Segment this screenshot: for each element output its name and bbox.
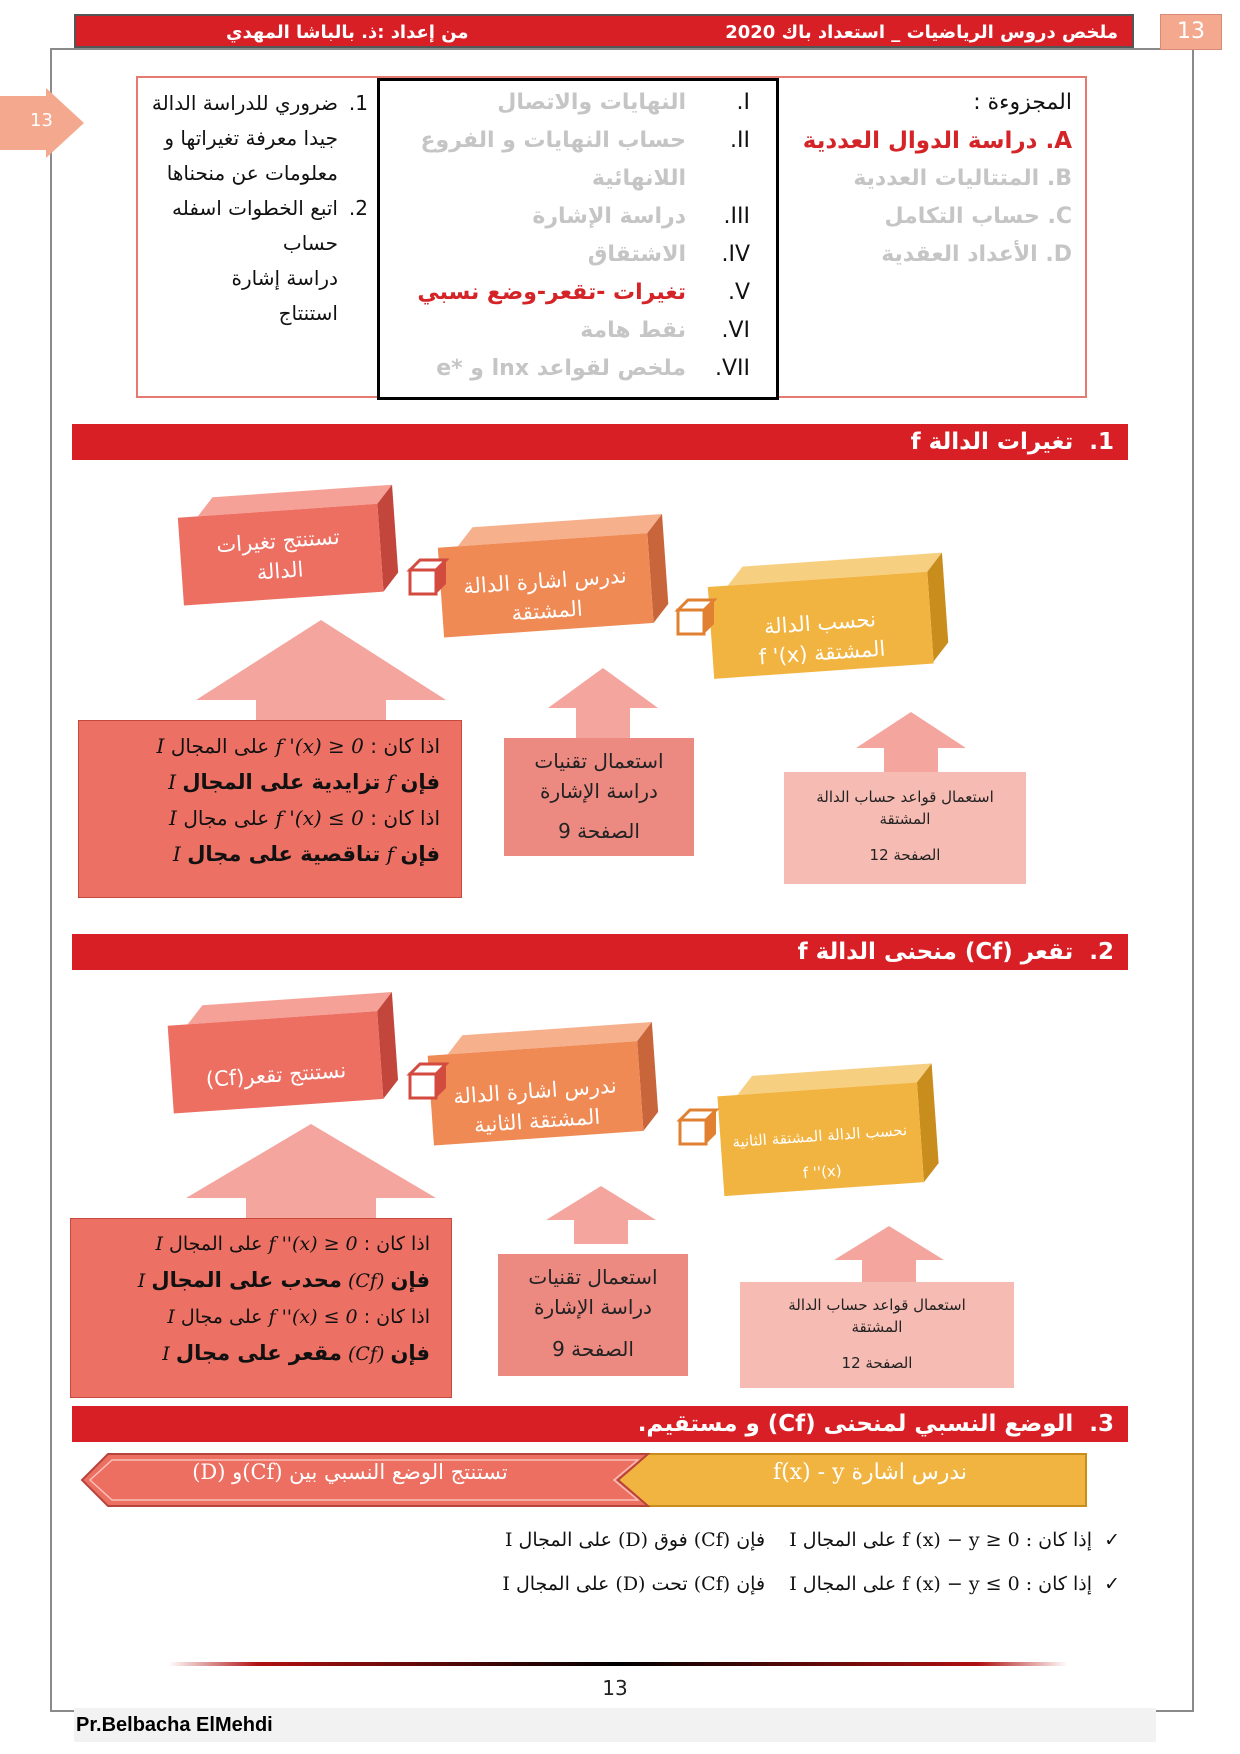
step-label-conclude: تستنتج تغيرات الدالة	[215, 524, 341, 585]
side-tab-number: 13	[30, 110, 53, 131]
sign-technique-note-2: استعمال تقنيات دراسة الإشارة الصفحة 9	[498, 1254, 688, 1376]
section-2-header: 2. تقعر (Cf) منحنى الدالة f	[72, 934, 1128, 970]
up-arrow-derivative	[856, 712, 966, 772]
rule-line: ✓ إذا كان : f (x) − y ≤ 0 على المجال I فإن (Cf) تحت (D) على المجال I	[502, 1573, 1120, 1595]
module-item: B. المتتاليات العددية	[853, 166, 1072, 191]
flow-arrow	[678, 600, 714, 634]
chapters-list	[390, 84, 750, 388]
step-label-derivative: نحسب الدالة المشتقة الثانية f ''(x)	[731, 1120, 908, 1183]
chapter-item: اللانهائية	[591, 166, 686, 191]
condition-line: اذا كان : f ''(x) ≥ 0 على المجال I	[155, 1233, 430, 1255]
condition-line: اذا كان : f '(x) ≤ 0 على مجال I	[169, 806, 440, 830]
condition-line: اذا كان : f ''(x) ≤ 0 على مجال I	[167, 1306, 430, 1328]
flow-arrow	[680, 1110, 716, 1144]
note-line: جيدا معرفة تغيراتها و	[164, 126, 338, 150]
step-label-sign: ندرس اشارة الدالة المشتقة	[462, 563, 628, 626]
chapter-item: III.دراسة الإشارة	[532, 204, 750, 229]
header-author: من إعداد :ذ. بالباشا المهدي	[226, 22, 469, 43]
header-page-number: 13	[1160, 14, 1222, 50]
conditions-text-1	[100, 728, 440, 872]
note-line: حساب	[282, 231, 338, 255]
up-arrow-sign	[546, 1186, 656, 1244]
chapter-item: V.تغيرات -تقعر-وضع نسبي	[417, 280, 750, 305]
step-label-sign-difference: ندرس اشارة f(x) - y	[772, 1460, 968, 1485]
sign-technique-note-1: استعمال تقنيات دراسة الإشارة الصفحة 9	[504, 738, 694, 856]
module-item: D. الأعداد العقدية	[881, 242, 1072, 267]
conditions-text-2	[90, 1226, 430, 1372]
chapter-item: VI.نقط هامة	[580, 318, 750, 343]
step-label-conclude: نستنتج تقعر(Cf)	[205, 1058, 347, 1092]
section-1-header: 1. تغيرات الدالة f	[72, 424, 1128, 460]
relative-position-rules	[390, 1518, 1120, 1606]
step-label-sign: ندرس اشارة الدالة المشتقة الثانية	[452, 1073, 618, 1138]
note-line: معلومات عن منحناها	[166, 161, 338, 185]
condition-line: فإن f تناقصية على مجال I	[172, 842, 440, 866]
module-item: C. حساب التكامل	[884, 204, 1072, 229]
footer-page-number: 13	[602, 1676, 628, 1700]
module-item: A. دراسة الدوال العددية	[802, 128, 1072, 154]
modules-title: المجزوءة :	[973, 90, 1072, 115]
footer-divider	[168, 1662, 1068, 1666]
note-line: دراسة إشارة	[231, 266, 338, 290]
condition-line: اذا كان : f '(x) ≥ 0 على المجال I	[156, 734, 440, 758]
up-arrow-conclude	[196, 620, 446, 730]
condition-line: فإن (Cf) مقعر على مجال I	[162, 1341, 430, 1365]
rule-line: ✓ إذا كان : f (x) − y ≥ 0 على المجال I فإن (Cf) فوق (D) على المجال I	[504, 1529, 1120, 1551]
step-label-relative-position: تستنتج الوضع النسبي بين (Cf)و (D)	[192, 1460, 508, 1484]
chapter-item: IV.الاشتقاق	[587, 242, 750, 267]
step-label-derivative: نحسب الدالة المشتقة (f '(x	[758, 607, 887, 670]
up-arrow-derivative	[834, 1226, 944, 1282]
up-arrow-conclude	[186, 1124, 436, 1224]
author-signature: Pr.Belbacha ElMehdi	[74, 1708, 1156, 1742]
modules-list	[772, 84, 1072, 274]
up-arrow-sign	[548, 668, 658, 738]
note-item: 2.اتبع الخطوات اسفله	[172, 196, 368, 220]
flow-arrow	[410, 560, 446, 594]
section-3-header: 3. الوضع النسبي لمنحنى (Cf) و مستقيم.	[72, 1406, 1128, 1442]
header-bar	[74, 14, 1134, 48]
chapter-item: VII.ملخص لقواعد lnx و *e	[436, 356, 750, 381]
header-title: ملخص دروس الرياضيات _ استعداد باك 2020	[725, 22, 1118, 43]
chapter-item: II.حساب النهايات و الفروع	[420, 128, 750, 153]
note-line: استنتاج	[278, 301, 338, 325]
derivative-rules-note-1: استعمال قواعد حساب الدالة المشتقة الصفحة 12	[784, 772, 1026, 884]
condition-line: فإن f تزايدية على المجال I	[168, 770, 440, 794]
condition-line: فإن (Cf) محدب على المجال I	[137, 1268, 430, 1292]
notes-list	[146, 86, 368, 331]
note-item: 1.ضروري للدراسة الدالة	[151, 91, 368, 115]
derivative-rules-note-2: استعمال قواعد حساب الدالة المشتقة الصفحة 12	[740, 1282, 1014, 1388]
chapter-item: I.النهايات والاتصال	[497, 90, 750, 115]
